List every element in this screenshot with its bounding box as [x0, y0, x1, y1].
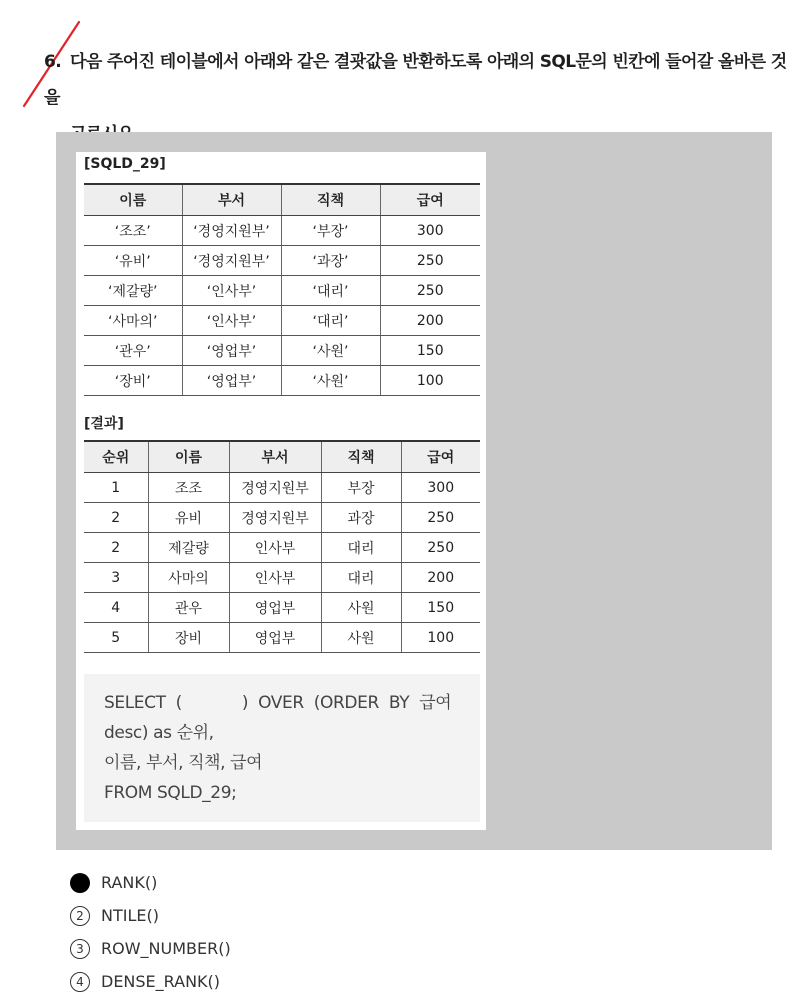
table-row	[84, 473, 480, 503]
table-cell: 경영지원부	[229, 473, 321, 503]
table-cell: 150	[380, 336, 480, 366]
table-cell: 대리	[321, 563, 401, 593]
table-cell: 대리	[321, 533, 401, 563]
header-cell: 이름	[148, 441, 229, 473]
table-cell: ‘부장’	[281, 216, 380, 246]
result-table-label: [결과]	[84, 416, 124, 432]
table-cell: 2	[84, 503, 148, 533]
table-cell: ‘대리’	[281, 276, 380, 306]
table-cell: 영업부	[229, 593, 321, 623]
result-table-header	[84, 441, 480, 473]
option-label: DENSE_RANK()	[101, 972, 221, 991]
result-table	[84, 440, 480, 653]
table-row	[84, 593, 480, 623]
table-cell: 장비	[148, 623, 229, 653]
header-cell: 급여	[401, 441, 480, 473]
table-cell: 300	[380, 216, 480, 246]
table-cell: 250	[380, 276, 480, 306]
table-cell: ‘인사부’	[182, 306, 281, 336]
table-cell: 관우	[148, 593, 229, 623]
table-cell: 100	[380, 366, 480, 396]
table-row	[84, 216, 480, 246]
table-row	[84, 533, 480, 563]
source-table-label: [SQLD_29]	[84, 156, 166, 172]
table-cell: ‘유비’	[84, 246, 182, 276]
table-cell: 인사부	[229, 563, 321, 593]
table-cell: ‘사원’	[281, 366, 380, 396]
table-row	[84, 306, 480, 336]
table-cell: ‘경영지원부’	[182, 216, 281, 246]
table-cell: 250	[401, 503, 480, 533]
table-cell: 250	[401, 533, 480, 563]
sql-line: 이름, 부서, 직책, 급여	[104, 753, 263, 773]
table-cell: ‘경영지원부’	[182, 246, 281, 276]
header-cell: 부서	[229, 441, 321, 473]
table-row	[84, 366, 480, 396]
option-label: NTILE()	[101, 906, 159, 925]
table-cell: ‘사원’	[281, 336, 380, 366]
table-cell: ‘영업부’	[182, 336, 281, 366]
table-cell: 경영지원부	[229, 503, 321, 533]
table-cell: 200	[380, 306, 480, 336]
sql-line: desc) as 순위,	[104, 723, 214, 743]
option-label: ROW_NUMBER()	[101, 939, 231, 958]
table-cell: 부장	[321, 473, 401, 503]
sql-code	[104, 688, 466, 808]
circled-number-icon: 4	[70, 972, 90, 992]
table-cell: 유비	[148, 503, 229, 533]
table-cell: 100	[401, 623, 480, 653]
table-cell: 150	[401, 593, 480, 623]
answer-options	[70, 866, 231, 998]
header-cell: 직책	[321, 441, 401, 473]
table-cell: 250	[380, 246, 480, 276]
header-cell: 이름	[84, 184, 182, 216]
table-cell: ‘대리’	[281, 306, 380, 336]
table-cell: 사원	[321, 623, 401, 653]
table-cell: 2	[84, 533, 148, 563]
circled-number-icon: 3	[70, 939, 90, 959]
table-cell: 인사부	[229, 533, 321, 563]
table-row	[84, 336, 480, 366]
table-row	[84, 503, 480, 533]
table-cell: ‘조조’	[84, 216, 182, 246]
sql-code-box	[84, 674, 480, 822]
table-cell: ‘과장’	[281, 246, 380, 276]
table-cell: 조조	[148, 473, 229, 503]
option-2[interactable]	[70, 899, 231, 932]
header-cell: 순위	[84, 441, 148, 473]
option-label: RANK()	[101, 873, 158, 892]
sql-line: FROM SQLD_29;	[104, 783, 237, 803]
table-cell: 3	[84, 563, 148, 593]
table-cell: 영업부	[229, 623, 321, 653]
circled-number-icon: 2	[70, 906, 90, 926]
table-cell: 사마의	[148, 563, 229, 593]
table-cell: ‘관우’	[84, 336, 182, 366]
selected-dot-icon	[70, 873, 90, 893]
source-table-header	[84, 184, 480, 216]
table-cell: ‘장비’	[84, 366, 182, 396]
table-cell: 5	[84, 623, 148, 653]
table-cell: 사원	[321, 593, 401, 623]
table-cell: ‘영업부’	[182, 366, 281, 396]
option-4[interactable]	[70, 965, 231, 998]
table-cell: 과장	[321, 503, 401, 533]
header-cell: 직책	[281, 184, 380, 216]
option-3[interactable]	[70, 932, 231, 965]
table-cell: ‘인사부’	[182, 276, 281, 306]
header-cell: 부서	[182, 184, 281, 216]
table-row	[84, 276, 480, 306]
table-cell: ‘사마의’	[84, 306, 182, 336]
table-cell: 제갈량	[148, 533, 229, 563]
sql-line: SELECT ( ) OVER (ORDER BY 급여	[104, 693, 452, 713]
table-cell: 1	[84, 473, 148, 503]
table-row	[84, 623, 480, 653]
header-cell: 급여	[380, 184, 480, 216]
table-cell: 300	[401, 473, 480, 503]
table-cell: 4	[84, 593, 148, 623]
table-row	[84, 563, 480, 593]
option-1[interactable]	[70, 866, 231, 899]
question-number: 6.	[44, 52, 62, 72]
table-cell: 200	[401, 563, 480, 593]
table-row	[84, 246, 480, 276]
source-table	[84, 183, 480, 396]
table-cell: ‘제갈량’	[84, 276, 182, 306]
question-text-line1: 다음 주어진 테이블에서 아래와 같은 결괏값을 반환하도록 아래의 SQL문의 빈칸에 들어갈 올바른 것을	[44, 52, 787, 108]
